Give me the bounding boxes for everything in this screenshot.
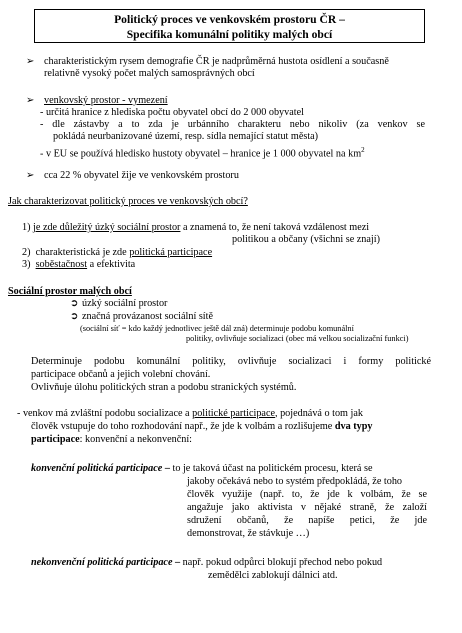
- superscript: 2: [361, 146, 365, 154]
- conv-line-5: [187, 515, 427, 527]
- unconv-term: nekonvenční politická participace: [31, 557, 173, 568]
- para1-line-3: Ovlivňuje úlohu politických stran a podobu stranických systémů.: [31, 382, 297, 393]
- conv-line-4-text: angažuje jako aktivista v nějaké straně, že založí: [187, 502, 427, 513]
- conv-line-5-text: sdružení občanů, že napíše petici, že jde: [187, 515, 427, 526]
- list-item-2-text: charakteristická je zde: [35, 247, 130, 258]
- title-line-1: Politický proces ve venkovském prostoru ČR –: [114, 13, 345, 26]
- para2-underlined: politické participace: [192, 408, 275, 419]
- para1-line-2: participace občanů a jejich volební chování.: [31, 369, 211, 380]
- para2-line-2-text: člověk vstupuje do toho rozhodování např., že jde k volbám a rozlišujeme: [31, 421, 335, 432]
- conv-term: konvenční politická participace: [31, 463, 163, 474]
- block2-sub-1: - určitá hranice z hlediska počtu obyvatel obcí do 2 000 obyvatel: [40, 107, 304, 118]
- block1-line-2: relativně vysoký počet malých samosprávných obcí: [44, 68, 255, 79]
- block2-sub-2b: pokládá neurbanizované území, resp. sídla nemající statut města): [53, 131, 319, 142]
- circle-arrow-bullet-icon: ➲: [70, 311, 79, 322]
- conv-line-4: [187, 502, 427, 514]
- list-item-2: [22, 247, 212, 259]
- block1-line-1: charakteristickým rysem demografie ČR je nadprůměrná hustota osídlení a současně: [44, 56, 389, 67]
- list-item-1-rest: a znamená to, že není taková vzdálenost mezi: [180, 222, 370, 233]
- list-item-1-continuation: politikou a občany (všichni se znají): [232, 234, 380, 245]
- unconv-dash: –: [172, 557, 183, 568]
- title-line-2: Specifika komunální politiky malých obcí: [126, 28, 333, 41]
- social-note-1: (sociální síť = kdo každý jednotlivec ještě dál zná) determinuje podobu komunální: [80, 324, 354, 333]
- unconv-line-1-text: např. pokud odpůrci blokují přechod nebo pokud: [182, 557, 383, 568]
- list-number: 3): [22, 259, 31, 270]
- para2-line-1-end: , pojednává o tom jak: [274, 408, 363, 419]
- block2-sub-2a-text: - dle zástavby a to zda je urbánního charakteru nebo nikoliv (za venkov se: [40, 119, 425, 130]
- block3-text: cca 22 % obyvatel žije ve venkovském prostoru: [44, 170, 239, 181]
- para2-bold: dva typy: [334, 421, 373, 432]
- conv-line-1-text: to je taková účast na politickém procesu, která se: [172, 463, 373, 474]
- block2-sub-3: [40, 144, 365, 160]
- conv-line-3-text: člověk využije (např. to, že jde k volbám, že se: [187, 489, 427, 500]
- para1-line-1: [31, 356, 431, 368]
- list-item-1: [22, 222, 369, 234]
- list-item-3: [22, 259, 135, 271]
- arrow-bullet-icon: ➢: [26, 95, 35, 106]
- conv-dash: –: [162, 463, 173, 474]
- conv-line-2: jakoby očekává nebo to systém předpokládá, že toho: [187, 476, 403, 487]
- list-item-3-underlined: soběstačnost: [35, 259, 88, 270]
- social-note-2: politiky, ovlivňuje socializaci (obec má velkou socializační funkci): [186, 334, 409, 343]
- title-box: [34, 9, 425, 43]
- social-heading: Sociální prostor malých obcí: [8, 286, 132, 297]
- block2-heading: venkovský prostor - vymezení: [44, 95, 168, 106]
- unconv-line-1: [31, 557, 382, 569]
- social-bullet-1: úzký sociální prostor: [82, 298, 168, 309]
- circle-arrow-bullet-icon: ➲: [70, 298, 79, 309]
- conv-line-6: demonstrovat, že stávkuje …): [187, 528, 310, 539]
- question-heading: Jak charakterizovat politický proces ve venkovských obcí?: [8, 196, 248, 207]
- unconv-line-2: zemědělci zablokují dálnici atd.: [208, 570, 338, 581]
- arrow-bullet-icon: ➢: [26, 56, 35, 67]
- para2-line-1: [17, 408, 363, 420]
- list-item-1-underlined: je zde důležitý úzký sociální prostor: [33, 222, 181, 233]
- arrow-bullet-icon: ➢: [26, 170, 35, 181]
- block2-sub-3-text: - v EU se používá hledisko hustoty obyvatel – hranice je 1 000 obyvatel na km: [40, 148, 362, 160]
- list-number: 1): [22, 222, 31, 233]
- para2-line-2: [31, 421, 373, 433]
- list-item-3-rest: a efektivita: [87, 259, 136, 270]
- para2-bold: participace: [31, 434, 80, 445]
- para2-line-3-text: : konvenční a nekonvenční:: [79, 434, 192, 445]
- conv-line-1: [31, 463, 372, 475]
- social-bullet-2: značná provázanost sociální sítě: [82, 311, 213, 322]
- list-number: 2): [22, 247, 31, 258]
- block2-sub-2a: [40, 119, 425, 131]
- para2-line-1-text: - venkov má zvláštní podobu socializace a: [17, 408, 193, 419]
- para1-line-1-text: Determinuje podobu komunální politiky, ovlivňuje socializaci i formy politické: [31, 356, 431, 367]
- list-item-2-underlined: politická participace: [129, 247, 213, 258]
- conv-line-3: [187, 489, 427, 501]
- para2-line-3: [31, 434, 192, 446]
